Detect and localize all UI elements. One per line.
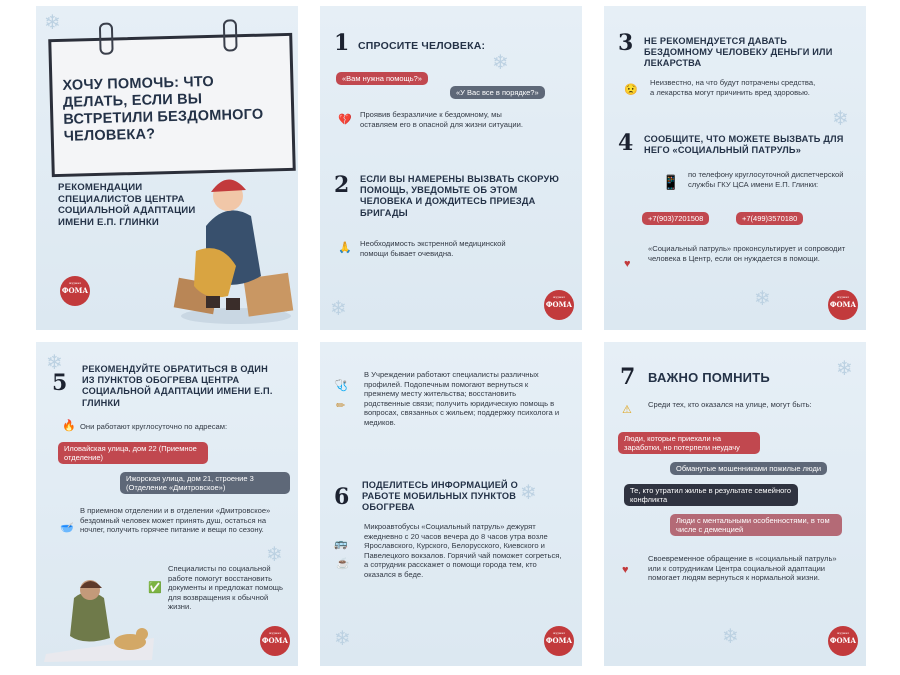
card-step-7 [604, 342, 866, 666]
heart-icon: ♥ [622, 564, 629, 576]
foma-logo: журнал ФОМА [828, 290, 858, 320]
step-text: Среди тех, кто оказался на улице, могут быть: [648, 400, 812, 409]
foma-logo: журнал ФОМА [544, 290, 574, 320]
step-number: 3 [618, 30, 634, 56]
snowflake-icon: ❄ [722, 626, 739, 648]
card-steps-1-2 [320, 6, 582, 330]
foma-logo: журнал ФОМА [260, 626, 290, 656]
step-text: Микроавтобусы «Социальный патруль» дежурят ежедневно с 20 часов вечера до 8 часов утра возле Ярославского, Курского, Белорусского, Киевского и Павелецкого вокзалов. Горячий чай поможет согреться, а сотрудник расскажет о помощи города тем, кто оказался в беде. [364, 522, 562, 579]
step-text: Необходимость экстренной медицинской помощи бывает очевидна. [360, 239, 506, 258]
phone-number[interactable]: +7(903)7201508 [642, 212, 709, 225]
category-bubble: Люди с ментальными особенностями, в том числе с деменцией [670, 514, 842, 536]
phone-number[interactable]: +7(499)3570180 [736, 212, 803, 225]
snowflake-icon: ❄ [836, 358, 853, 380]
tea-cup-icon: ☕ [336, 558, 350, 570]
category-bubble: Обманутые мошенниками пожилые люди [670, 462, 827, 475]
card-step-6 [320, 342, 582, 666]
snowflake-icon: ❄ [44, 12, 61, 34]
step-text: «Социальный патруль» проконсультирует и сопроводит человека в Центр, если он нуждается в помощи. [648, 244, 846, 263]
card-step-5 [36, 342, 298, 666]
step-number: 4 [618, 130, 634, 156]
step-heading: СООБЩИТЕ, ЧТО МОЖЕТЕ ВЫЗВАТЬ ДЛЯ НЕГО «СОЦИАЛЬНЫЙ ПАТРУЛЬ» [644, 134, 844, 156]
seated-person-with-dog-illustration [44, 568, 160, 664]
snowflake-icon: ❄ [492, 52, 509, 74]
step-heading: ВАЖНО ПОМНИТЬ [648, 370, 770, 385]
praying-hands-icon: 🙏 [338, 242, 352, 254]
snowflake-icon: ❄ [266, 544, 283, 566]
soup-bowl-icon: 🥣 [60, 522, 74, 534]
paperclip-icon [223, 19, 238, 51]
paperclip-icon [99, 23, 114, 55]
question-bubble: «У Вас все в порядке?» [450, 86, 545, 99]
snowflake-icon: ❄ [520, 482, 537, 504]
warning-icon: ⚠ [622, 404, 632, 416]
first-aid-kit-icon: 🩺 [334, 380, 348, 392]
checkmark-icon: ✅ [148, 582, 162, 594]
step-text: В Учреждении работают специалисты различных профилей. Подопечным помогают вернуться к прежнему месту жительства; восстановить родственные связи; получить юридическую помощь в вопросах, связанных с жильем; поддержку психолога и медиков. [364, 370, 560, 427]
address-bubble[interactable]: Ижорская улица, дом 21, строение 3 (Отделение «Дмитровское») [120, 472, 290, 494]
question-bubble: «Вам нужна помощь?» [336, 72, 428, 85]
step-heading: НЕ РЕКОМЕНДУЕТСЯ ДАВАТЬ БЕЗДОМНОМУ ЧЕЛОВЕКУ ДЕНЬГИ ИЛИ ЛЕКАРСТВА [644, 36, 833, 69]
step-heading: ЕСЛИ ВЫ НАМЕРЕНЫ ВЫЗВАТЬ СКОРУЮ ПОМОЩЬ, УВЕДОМЬТЕ ОБ ЭТОМ ЧЕЛОВЕКА И ДОЖДИТЕСЬ ПРИЕЗДА БРИГАДЫ [360, 174, 560, 218]
snowflake-icon: ❄ [46, 352, 63, 374]
step-text: В приемном отделении и в отделении «Дмитровское» бездомный человек может принять душ, остаться на ночлег, получить горячее питание и вещи по сезону. [80, 506, 271, 535]
worried-face-icon: 😟 [624, 84, 638, 96]
fire-icon: 🔥 [62, 420, 76, 432]
step-text: Они работают круглосуточно по адресам: [80, 422, 228, 431]
heart-icon: ♥ [624, 258, 631, 270]
address-bubble[interactable]: Иловайская улица, дом 22 (Приемное отделение) [58, 442, 208, 464]
bus-icon: 🚌 [334, 538, 348, 550]
broken-heart-icon: 💔 [338, 114, 352, 126]
step-heading: РЕКОМЕНДУЙТЕ ОБРАТИТЬСЯ В ОДИН ИЗ ПУНКТОВ ОБОГРЕВА ЦЕНТРА СОЦИАЛЬНОЙ АДАПТАЦИИ ИМЕНИ Е.П. ГЛИНКИ [82, 364, 273, 408]
snowflake-icon: ❄ [334, 628, 351, 650]
step-text: Специалисты по социальной работе помогут восстановить документы и предложат помощь для возвращения к обычной жизни. [168, 564, 283, 612]
step-text: Проявив безразличие к бездомному, мы оставляем его в опасной для жизни ситуации. [360, 110, 523, 129]
step-text: Своевременное обращение в «социальный патруль» или к сотрудникам Центра социальной адаптации помогает людям вернуться к нормальной жизни. [648, 554, 837, 583]
step-number: 7 [620, 364, 636, 390]
step-number: 2 [334, 172, 350, 198]
snowflake-icon: ❄ [330, 298, 347, 320]
snowflake-icon: ❄ [832, 108, 849, 130]
step-number: 5 [52, 370, 68, 396]
phone-icon: 📱 [662, 174, 680, 190]
card-steps-3-4 [604, 6, 866, 330]
subtitle: РЕКОМЕНДАЦИИ СПЕЦИАЛИСТОВ ЦЕНТРА СОЦИАЛЬНОЙ АДАПТАЦИИ ИМЕНИ Е.П. ГЛИНКИ [58, 182, 196, 228]
step-text: по телефону круглосуточной диспетчерской службы ГКУ ЦСА имени Е.П. Глинки: [688, 170, 844, 189]
category-bubble: Те, кто утратил жилье в результате семейного конфликта [624, 484, 798, 506]
snowflake-icon: ❄ [754, 288, 771, 310]
pencil-icon: ✏ [336, 400, 346, 412]
step-heading: ПОДЕЛИТЕСЬ ИНФОРМАЦИЕЙ О РАБОТЕ МОБИЛЬНЫХ ПУНКТОВ ОБОГРЕВА [362, 480, 518, 513]
foma-logo: журнал ФОМА [544, 626, 574, 656]
foma-logo: журнал ФОМА [60, 276, 90, 306]
step-heading: СПРОСИТЕ ЧЕЛОВЕКА: [358, 40, 486, 52]
homeless-person-illustration [166, 156, 296, 326]
step-number: 6 [334, 484, 350, 510]
step-text: Неизвестно, на что будут потрачены средства, а лекарства могут причинить вред здоровью. [650, 78, 816, 97]
category-bubble: Люди, которые приехали на заработки, но потерпели неудачу [618, 432, 760, 454]
step-number: 1 [334, 30, 350, 56]
card-intro [36, 6, 298, 330]
foma-logo: журнал ФОМА [828, 626, 858, 656]
page-title: ХОЧУ ПОМОЧЬ: ЧТО ДЕЛАТЬ, ЕСЛИ ВЫ ВСТРЕТИЛИ БЕЗДОМНОГО ЧЕЛОВЕКА? [62, 73, 264, 145]
